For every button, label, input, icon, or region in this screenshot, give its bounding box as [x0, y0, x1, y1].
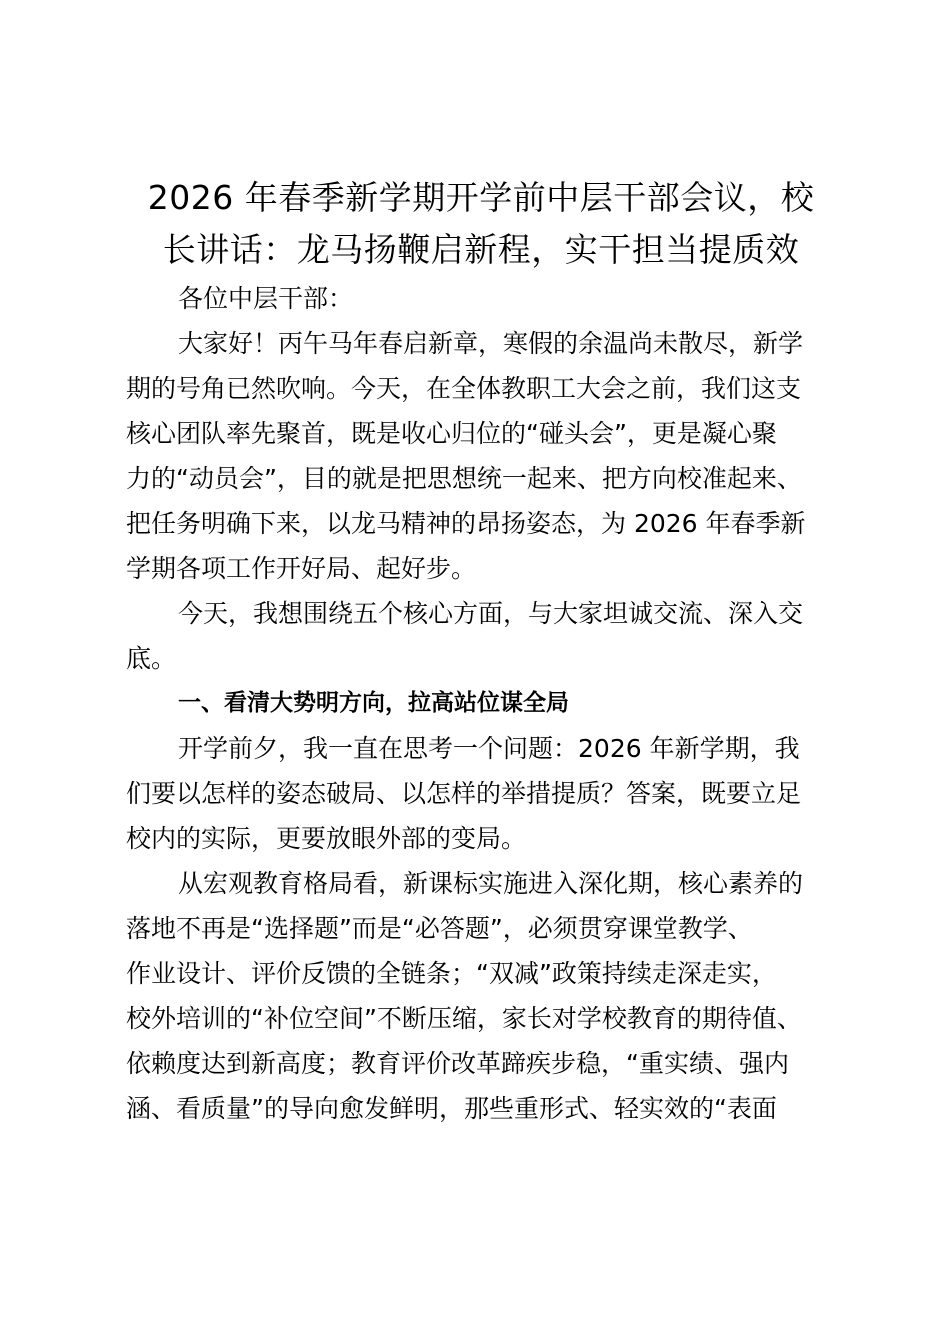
paragraph-line: 从宏观教育格局看，新课标实施进入深化期，核心素养的 — [178, 869, 804, 898]
paragraph-line: 涵、看质量”的导向愈发鲜明，那些重形式、轻实效的“表面 — [126, 1094, 777, 1123]
paragraph-line: 校外培训的“补位空间”不断压缩，家长对学校教育的期待值、 — [126, 1004, 802, 1033]
paragraph-line: 核心团队率先聚首，既是收心归位的“碰头会”，更是凝心聚 — [126, 419, 777, 448]
document-page — [126, 172, 836, 1131]
salutation-text: 各位中层干部： — [178, 284, 354, 313]
title-line: 2026 年春季新学期开学前中层干部会议，校 — [147, 178, 815, 217]
paragraph-line: 期的号角已然吹响。今天，在全体教职工大会之前，我们这支 — [126, 374, 802, 403]
salutation — [126, 276, 836, 321]
paragraph-line: 底。 — [126, 644, 177, 673]
paragraph-macro-view — [126, 861, 836, 1131]
paragraph-line: 落地不再是“选择题”而是“必答题”，必须贯穿课堂教学、 — [126, 914, 753, 943]
title-line: 长讲话：龙马扬鞭启新程，实干担当提质效 — [162, 230, 800, 269]
paragraph-line: 开学前夕，我一直在思考一个问题：2026 年新学期，我 — [178, 734, 800, 763]
paragraph-line: 把任务明确下来，以龙马精神的昂扬姿态，为 2026 年春季新 — [126, 509, 806, 538]
paragraph-line: 学期各项工作开好局、起好步。 — [126, 554, 477, 583]
paragraph-line: 今天，我想围绕五个核心方面，与大家坦诚交流、深入交 — [178, 599, 804, 628]
paragraph-line: 作业设计、评价反馈的全链条；“双减”政策持续走深走实， — [126, 959, 777, 988]
paragraph-line: 们要以怎样的姿态破局、以怎样的举措提质？答案，既要立足 — [126, 779, 802, 808]
document-title — [126, 172, 836, 276]
paragraph-topics — [126, 591, 836, 681]
paragraph-line: 力的“动员会”，目的就是把思想统一起来、把方向校准起来、 — [126, 464, 802, 493]
paragraph-opening — [126, 321, 836, 591]
paragraph-question — [126, 726, 836, 861]
paragraph-line: 校内的实际，更要放眼外部的变局。 — [126, 824, 527, 853]
section-heading: 一、看清大势明方向，拉高站位谋全局 — [178, 690, 569, 716]
paragraph-line: 依赖度达到新高度；教育评价改革蹄疾步稳，“重实绩、强内 — [126, 1049, 789, 1078]
paragraph-line: 大家好！丙午马年春启新章，寒假的余温尚未散尽，新学 — [178, 329, 804, 358]
